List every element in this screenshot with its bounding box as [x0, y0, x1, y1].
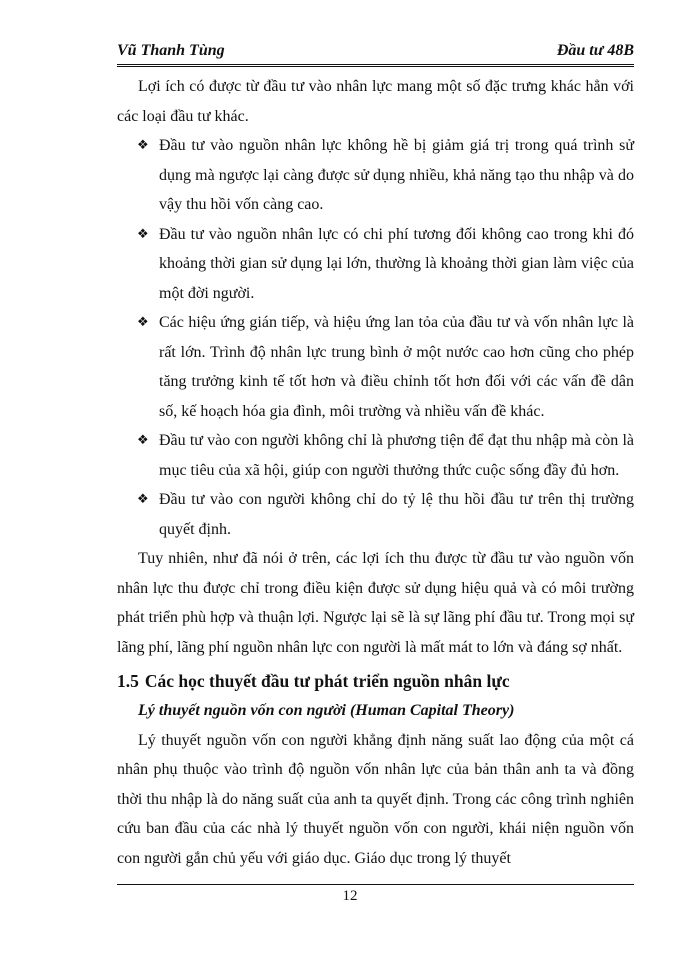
theory-paragraph: Lý thuyết nguồn vốn con người khẳng định năng suất lao động của một cá nhân phụ thuộc vào trình độ nguồn vốn nhân lực của bản thân anh ta và đồng thời thu nhập là do năng suất của anh ta quyết định. Trong các công trình nghiên cứu ban đầu của các nhà lý thuyết nguồn vốn con người, khái niện nguồn vốn con người gắn chủ yếu với giáo dục. Giáo dục trong lý thuyết	[117, 731, 634, 867]
subsection-heading: Lý thuyết nguồn vốn con người (Human Capital Theory)	[138, 702, 515, 719]
list-item-text: Đầu tư vào con người không chỉ do tỷ lệ thu hồi đầu tư trên thị trường quyết định.	[159, 491, 634, 538]
page-header	[117, 40, 634, 67]
section-heading	[117, 666, 634, 696]
footer-divider	[117, 884, 634, 885]
list-item	[117, 485, 634, 544]
diamond-bullet-icon: ❖	[137, 315, 149, 330]
section-number: 1.5	[117, 671, 139, 691]
list-item-text: Đầu tư vào con người không chỉ là phương tiện để đạt thu nhập mà còn là mục tiêu của xã hội, giúp con người thưởng thức cuộc sống đầy đủ hơn.	[159, 432, 634, 479]
intro-paragraph: Lợi ích có được từ đầu tư vào nhân lực mang một số đặc trưng khác hẳn với các loại đầu tư khác.	[117, 78, 634, 125]
closing-paragraph: Tuy nhiên, như đã nói ở trên, các lợi ích thu được từ đầu tư vào nguồn vốn nhân lực thu được chỉ trong điều kiện được sử dụng hiệu quả và có môi trường phát triển phù hợp và thuận lợi. Ngược lại sẽ là sự lãng phí đầu tư. Trong mọi sự lãng phí, lãng phí nguồn nhân lực con người là mất mát to lớn và đáng sợ nhất.	[117, 550, 634, 656]
list-item-text: Đầu tư vào nguồn nhân lực không hề bị giảm giá trị trong quá trình sử dụng mà ngược lại càng được sử dụng nhiều, khả năng tạo thu nhập và do vậy thu hồi vốn càng cao.	[159, 137, 634, 213]
section-title: Các học thuyết đầu tư phát triển nguồn nhân lực	[144, 671, 510, 691]
diamond-bullet-icon: ❖	[137, 492, 149, 507]
diamond-bullet-icon: ❖	[137, 433, 149, 448]
list-item-text: Đầu tư vào nguồn nhân lực có chi phí tương đối không cao trong khi đó khoảng thời gian sử dụng lại lớn, thường là khoảng thời gian làm việc của một đời người.	[159, 225, 634, 302]
list-item	[117, 308, 634, 426]
diamond-bullet-icon: ❖	[137, 226, 149, 242]
diamond-bullet-icon: ❖	[137, 138, 149, 153]
benefit-list	[117, 131, 634, 544]
list-item-text: Các hiệu ứng gián tiếp, và hiệu ứng lan tỏa của đầu tư và vốn nhân lực là rất lớn. Trình độ nhân lực trung bình ở một nước cao hơn cũng cho phép tăng trưởng kinh tế tốt hơn và điều chỉnh tốt hơn đối với các vấn đề dân số, kế hoạch hóa gia đình, môi trường và nhiều vấn đề khác.	[159, 314, 634, 420]
page-number: 12	[342, 888, 358, 904]
header-course: Đầu tư 48B	[556, 42, 634, 59]
list-item	[117, 131, 634, 220]
page-body	[117, 72, 634, 873]
list-item	[117, 220, 634, 309]
list-item	[117, 426, 634, 485]
header-author: Vũ Thanh Tùng	[117, 42, 225, 59]
